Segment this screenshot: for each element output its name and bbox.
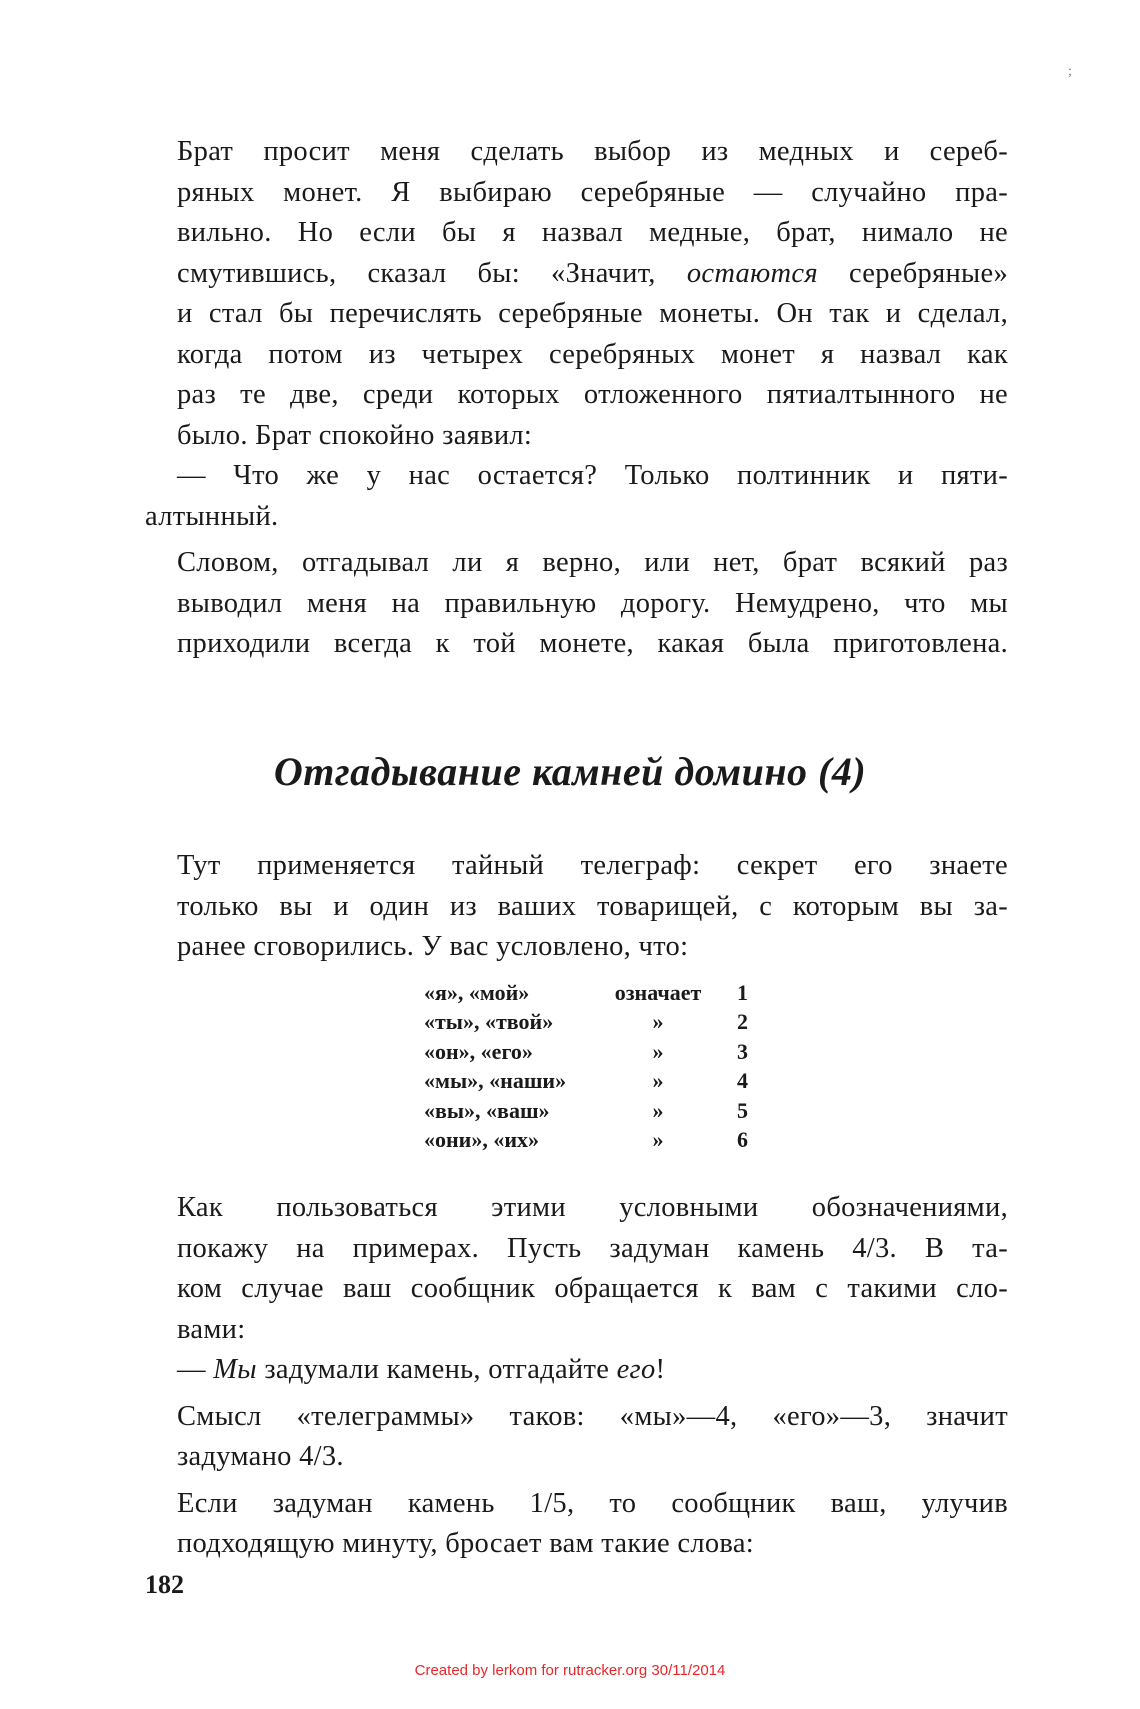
paragraph-second-example xyxy=(145,1484,1008,1565)
text-line: алтынный. xyxy=(145,500,279,532)
code-number: 1 xyxy=(737,979,748,1005)
code-number: 4 xyxy=(737,1068,748,1094)
paragraph-example-phrase xyxy=(145,1350,1008,1391)
code-words: «вы», «ваш» xyxy=(424,1097,550,1123)
paragraph-how-to-use xyxy=(145,1188,1008,1350)
code-verb: » xyxy=(652,1068,664,1094)
code-table xyxy=(418,978,754,1155)
code-verb: означает xyxy=(614,979,702,1005)
text-line: Словом, отгадывал ли я верно, или нет, брат всякий раз xyxy=(177,547,1008,578)
paragraph-secret-telegraph xyxy=(145,846,1008,968)
code-number: 6 xyxy=(737,1127,748,1153)
code-words: «ты», «твой» xyxy=(424,1009,554,1035)
table-row xyxy=(418,1008,754,1038)
text-line: — Что же у нас остается? Только полтинник и пяти- xyxy=(177,460,1008,491)
table-row xyxy=(418,1126,754,1156)
code-words: «он», «его» xyxy=(424,1038,533,1064)
text-line: задумано 4/3. xyxy=(177,1441,344,1472)
text-line: ряных монет. Я выбираю серебряные — случайно пра- xyxy=(177,176,1008,208)
text-line: — Мы задумали камень, отгадайте его! xyxy=(177,1354,666,1385)
text-line: Тут применяется тайный телеграф: секрет его знаете xyxy=(177,850,1008,881)
paragraph-in-a-word xyxy=(145,543,1008,665)
text-telegraph-intro xyxy=(145,846,1008,968)
credit-watermark: Created by lerkom for rutracker.org 30/11/2014 xyxy=(414,1662,726,1679)
paragraph-what-remains xyxy=(145,456,1008,537)
code-words: «они», «их» xyxy=(424,1127,540,1153)
text-line: выводил меня на правильную дорогу. Немудрено, что мы xyxy=(177,587,1008,619)
paragraph-brother-coins xyxy=(145,132,1008,456)
text-lower xyxy=(145,1188,1008,1565)
code-verb: » xyxy=(652,1127,664,1153)
text-line: вильно. Но если бы я назвал медные, брат, нимало не xyxy=(177,217,1008,248)
emphasis: остаются xyxy=(686,257,818,289)
text-line: Как пользоваться этими условными обозначениями, xyxy=(177,1192,1008,1223)
emphasis: Мы xyxy=(213,1354,257,1385)
text-line: было. Брат спокойно заявил: xyxy=(177,419,533,451)
text-line: смутившись, сказал бы: «Значит, остаются серебряные» xyxy=(177,257,1008,289)
text-line: приходили всегда к той монете, какая была приготовлена. xyxy=(177,628,1008,659)
table-row xyxy=(418,1067,754,1097)
text-line: когда потом из четырех серебряных монет я назвал как xyxy=(177,338,1008,370)
text-line: Брат просит меня сделать выбор из медных и сереб- xyxy=(177,136,1008,167)
code-verb: » xyxy=(652,1009,664,1035)
text-line: ранее сговорились. У вас условлено, что: xyxy=(177,931,689,962)
text-line: ком случае ваш сообщник обращается к вам с такими сло- xyxy=(177,1273,1008,1304)
table-row xyxy=(418,1096,754,1126)
scan-mark: ; xyxy=(1068,64,1072,79)
code-words: «я», «мой» xyxy=(424,979,530,1005)
text-line: Смысл «телеграммы» таков: «мы»—4, «его»—3, значит xyxy=(177,1400,1008,1432)
text-line: раз те две, среди которых отложенного пятиалтынного не xyxy=(177,379,1008,410)
table-row xyxy=(418,978,754,1008)
code-verb: » xyxy=(652,1038,664,1064)
paragraph-telegram-meaning xyxy=(145,1397,1008,1478)
emphasis: его xyxy=(616,1354,656,1385)
text-line: Если задуман камень 1/5, то сообщник ваш, улучив xyxy=(177,1487,1008,1519)
text-line: и стал бы перечислять серебряные монеты. Он так и сделал, xyxy=(177,298,1008,329)
page-number: 182 xyxy=(145,1570,184,1599)
code-number: 5 xyxy=(737,1097,748,1123)
text-upper xyxy=(145,132,1008,665)
table-row xyxy=(418,1037,754,1067)
text-line: только вы и один из ваших товарищей, с которым вы за- xyxy=(177,890,1008,922)
text-line: вами: xyxy=(177,1313,246,1345)
code-number: 2 xyxy=(737,1009,748,1035)
code-number: 3 xyxy=(737,1038,748,1064)
text-line: покажу на примерах. Пусть задуман камень 4/3. В та- xyxy=(177,1232,1008,1264)
code-verb: » xyxy=(652,1097,664,1123)
section-title: Отгадывание камней домино (4) xyxy=(273,749,867,794)
code-words: «мы», «наши» xyxy=(424,1068,567,1094)
text-line: подходящую минуту, бросает вам такие слова: xyxy=(177,1528,754,1559)
